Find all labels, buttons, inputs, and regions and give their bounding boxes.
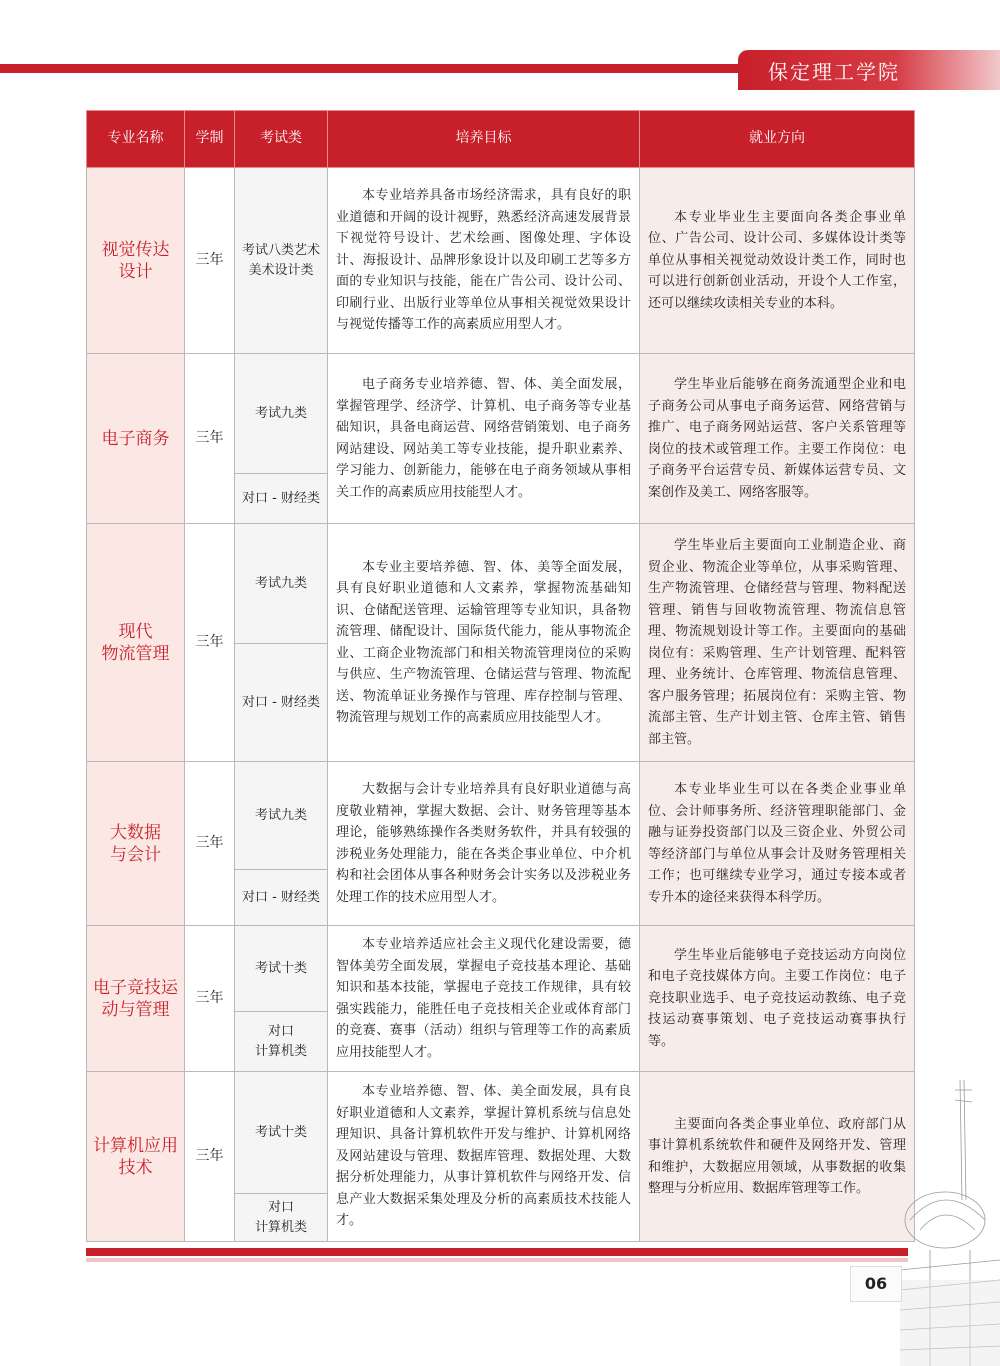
footer-shade <box>86 1258 908 1262</box>
exam-category: 考试九类 <box>235 524 328 644</box>
header-tab <box>738 50 1000 90</box>
exam-category: 考试十类 <box>235 926 328 1012</box>
exam-category: 对口 - 财经类 <box>235 644 328 762</box>
training-goal: 本专业培养适应社会主义现代化建设需要，德智体美劳全面发展，掌握电子竞技基本理论、基础知识和基本技能，掌握电子竞技工作规律，具有较强实践能力，能胜任电子竞技相关企业或体育部门的竞赛、赛事（活动）组织与管理等工作的高素质应用技能型人才。 <box>328 926 640 1072</box>
major-name: 视觉传达 设计 <box>87 168 185 354</box>
career-direction: 学生毕业后能够电子竞技运动方向岗位和电子竞技媒体方向。主要工作岗位：电子竞技职业选手、电子竞技运动教练、电子竞技运动赛事策划、电子竞技运动赛事执行等。 <box>640 926 915 1072</box>
major-name: 大数据 与会计 <box>87 762 185 926</box>
duration: 三年 <box>185 762 235 926</box>
table-row <box>87 762 915 870</box>
duration: 三年 <box>185 1072 235 1242</box>
career-direction: 学生毕业后主要面向工业制造企业、商贸企业、物流企业等单位，从事采购管理、生产物流管理、仓储经营与管理、物料配送管理、销售与回收物流管理、物流信息管理、物流规划设计等工作。主要面向的基础岗位有：采购管理、生产计划管理、配料管理、业务统计、仓库管理、物流信息管理、客户服务管理；拓展岗位有：采购主管、物流部主管、生产计划主管、仓库主管、销售部主管。 <box>640 524 915 762</box>
header-major-name: 专业名称 <box>87 111 185 168</box>
duration: 三年 <box>185 926 235 1072</box>
header-exam: 考试类 <box>235 111 328 168</box>
table-row <box>87 926 915 1012</box>
school-name: 保定理工学院 <box>768 60 900 84</box>
table-row <box>87 524 915 644</box>
exam-category: 对口 计算机类 <box>235 1012 328 1072</box>
career-direction: 学生毕业后能够在商务流通型企业和电子商务公司从事电子商务运营、网络营销与推广、电子商务网站运营、客户关系管理等岗位的技术或管理工作。主要工作岗位：电子商务平台运营专员、新媒体运营专员、文案创作及美工、网络客服等。 <box>640 354 915 524</box>
training-goal: 大数据与会计专业培养具有良好职业道德与高度敬业精神，掌握大数据、会计、财务管理等基本理论，能够熟练操作各类财务软件，并具有较强的涉税业务处理能力，能在各类企事业单位、中介机构和社会团体从事各种财务会计实务以及涉税业务处理工作的技术应用型人才。 <box>328 762 640 926</box>
duration: 三年 <box>185 168 235 354</box>
header-duration: 学制 <box>185 111 235 168</box>
exam-category: 考试十类 <box>235 1072 328 1194</box>
major-name: 现代 物流管理 <box>87 524 185 762</box>
table-row <box>87 1072 915 1194</box>
exam-category: 对口 - 财经类 <box>235 870 328 926</box>
table-row <box>87 168 915 354</box>
training-goal: 电子商务专业培养德、智、体、美全面发展，掌握管理学、经济学、计算机、电子商务等专业基础知识，具备电商运营、网络营销策划、电子商务网站建设、网站美工等专业技能，提升职业素养、学习能力、创新能力，能够在电子商务领域从事相关工作的高素质应用技能型人才。 <box>328 354 640 524</box>
table-header-row <box>87 111 915 168</box>
exam-category: 考试九类 <box>235 762 328 870</box>
duration: 三年 <box>185 354 235 524</box>
header-goal: 培养目标 <box>328 111 640 168</box>
campus-sketch-illustration <box>900 1080 1000 1366</box>
training-goal: 本专业培养具备市场经济需求，具有良好的职业道德和开阔的设计视野，熟悉经济高速发展背景下视觉符号设计、艺术绘画、图像处理、字体设计、海报设计、品牌形象设计以及印刷工艺等多方面的专业知识与技能，能在广告公司、设计公司、印刷行业、出版行业等单位从事相关视觉效果设计与视觉传播等工作的高素质应用型人才。 <box>328 168 640 354</box>
major-name: 电子竞技运 动与管理 <box>87 926 185 1072</box>
exam-category: 考试八类艺术美术设计类 <box>235 168 328 354</box>
exam-category: 对口 - 财经类 <box>235 474 328 524</box>
career-direction: 本专业毕业生主要面向各类企事业单位、广告公司、设计公司、多媒体设计类等单位从事相关视觉动效设计类工作，同时也可以进行创新创业活动，开设个人工作室，还可以继续攻读相关专业的本科。 <box>640 168 915 354</box>
duration: 三年 <box>185 524 235 762</box>
exam-category: 考试九类 <box>235 354 328 474</box>
exam-category: 对口 计算机类 <box>235 1194 328 1242</box>
major-name: 电子商务 <box>87 354 185 524</box>
career-direction: 主要面向各类企事业单位、政府部门从事计算机系统软件和硬件及网络开发、管理和维护，大数据应用领域，从事数据的收集整理与分析应用、数据库管理等工作。 <box>640 1072 915 1242</box>
majors-table <box>86 110 915 1242</box>
major-name: 计算机应用 技术 <box>87 1072 185 1242</box>
page-number: 06 <box>864 1273 888 1293</box>
training-goal: 本专业主要培养德、智、体、美等全面发展，具有良好职业道德和人文素养，掌握物流基础知识、仓储配送管理、运输管理等专业知识，具备物流管理、储配设计、国际货代能力，能从事物流企业、工商企业物流部门和相关物流管理岗位的采购与供应、生产物流管理、仓储运营与管理、物流配送、物流单证业务操作与管理、库存控制与管理、物流管理与规划工作的高素质应用技能型人才。 <box>328 524 640 762</box>
table-row <box>87 354 915 474</box>
training-goal: 本专业培养德、智、体、美全面发展，具有良好职业道德和人文素养，掌握计算机系统与信息处理知识、具备计算机软件开发与维护、计算机网络及网站建设与管理、数据库管理、数据处理、大数据分析处理能力，从事计算机软件与网络开发、信息产业大数据采集处理及分析的高素质技术技能人才。 <box>328 1072 640 1242</box>
header-red-bar <box>0 64 760 73</box>
footer-red-bar <box>86 1248 908 1256</box>
header-career: 就业方向 <box>640 111 915 168</box>
career-direction: 本专业毕业生可以在各类企业事业单位、会计师事务所、经济管理职能部门、金融与证券投资部门以及三资企业、外贸公司等经济部门与单位从事会计及财务管理相关工作；也可继续专业学习，通过专接本或者专升本的途径来获得本科学历。 <box>640 762 915 926</box>
